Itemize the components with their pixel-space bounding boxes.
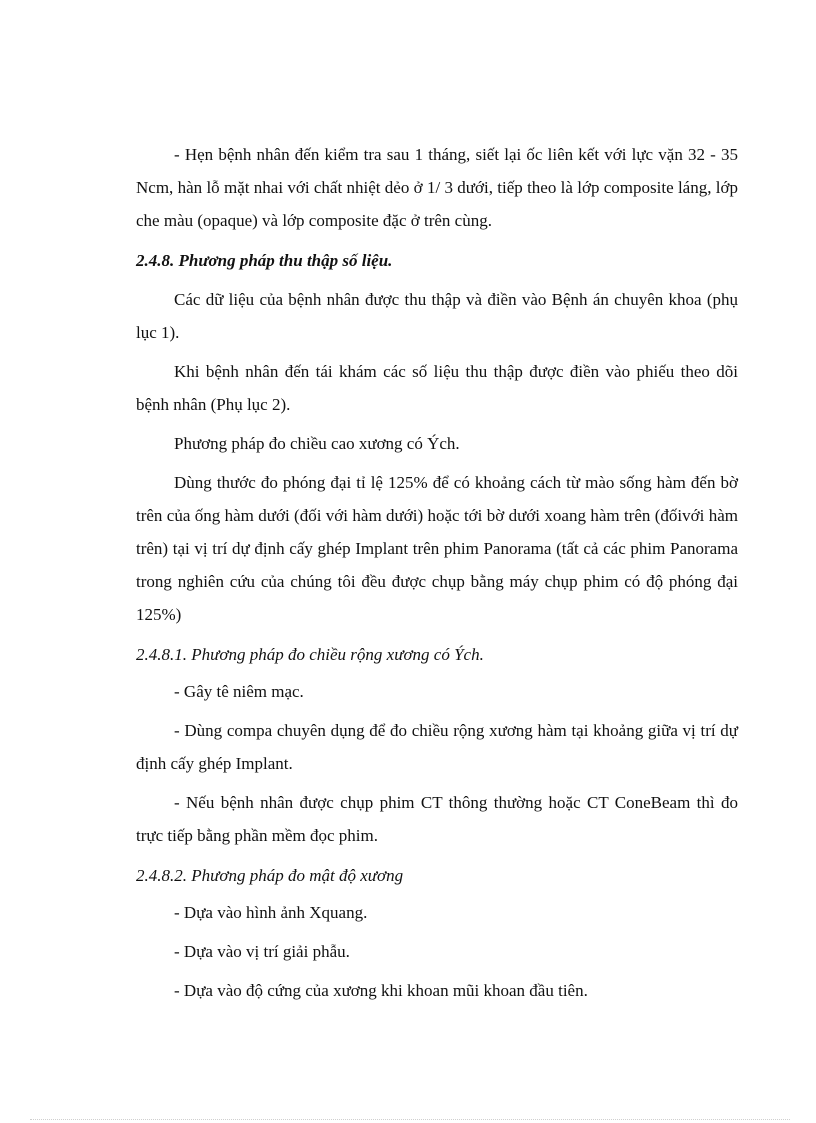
paragraph-bone-height-title: Phương pháp đo chiều cao xương có Ých.: [174, 434, 460, 453]
list-item-anesthesia: - Gây tê niêm mạc.: [174, 682, 304, 701]
list-item-anatomy: - Dựa vào vị trí giải phẫu.: [174, 942, 350, 961]
section-heading-2-4-8: 2.4.8. Phương pháp thu thập số liệu.: [136, 251, 393, 270]
list-item-drill-hardness: - Dựa vào độ cứng của xương khi khoan mũi khoan đầu tiên.: [174, 981, 588, 1000]
paragraph-follow-up: - Hẹn bệnh nhân đến kiểm tra sau 1 tháng, siết lại ốc liên kết với lực vặn 32 - 35 Ncm, hàn lỗ mặt nhai với chất nhiệt dẻo ở 1/ 3 dưới, tiếp theo là lớp composite láng, lớp che màu (opaque) và lớp composite đặc ở trên cùng.: [136, 145, 738, 230]
section-heading-2-4-8-1: 2.4.8.1. Phương pháp đo chiều rộng xương có Ých.: [136, 645, 484, 664]
section-heading-2-4-8-2: 2.4.8.2. Phương pháp đo mật độ xương: [136, 866, 404, 885]
list-item-xray: - Dựa vào hình ảnh Xquang.: [174, 903, 368, 922]
paragraph-bone-height-method: Dùng thước đo phóng đại tỉ lệ 125% để có khoảng cách từ mào sống hàm đến bờ trên của ống hàm dưới (đối với hàm dưới) hoặc tới bờ dưới xoang hàm trên (đốivới hàm trên) tại vị trí dự định cấy ghép Implant trên phim Panorama (tất cả các phim Panorama trong nghiên cứu của chúng tôi đều được chụp bằng máy chụp phim có độ phóng đại 125%): [136, 473, 738, 624]
document-body: [136, 138, 738, 1013]
paragraph-revisit: Khi bệnh nhân đến tái khám các số liệu thu thập được điền vào phiếu theo dõi bệnh nhân (Phụ lục 2).: [136, 362, 738, 414]
page-bottom-divider: [30, 1119, 790, 1120]
list-item-ct-scan: - Nếu bệnh nhân được chụp phim CT thông thường hoặc CT ConeBeam thì đo trực tiếp bằng phần mềm đọc phim.: [136, 793, 738, 845]
paragraph-data-collection: Các dữ liệu của bệnh nhân được thu thập và điền vào Bệnh án chuyên khoa (phụ lục 1).: [136, 290, 738, 342]
list-item-compass: - Dùng compa chuyên dụng để đo chiều rộng xương hàm tại khoảng giữa vị trí dự định cấy ghép Implant.: [136, 721, 738, 773]
